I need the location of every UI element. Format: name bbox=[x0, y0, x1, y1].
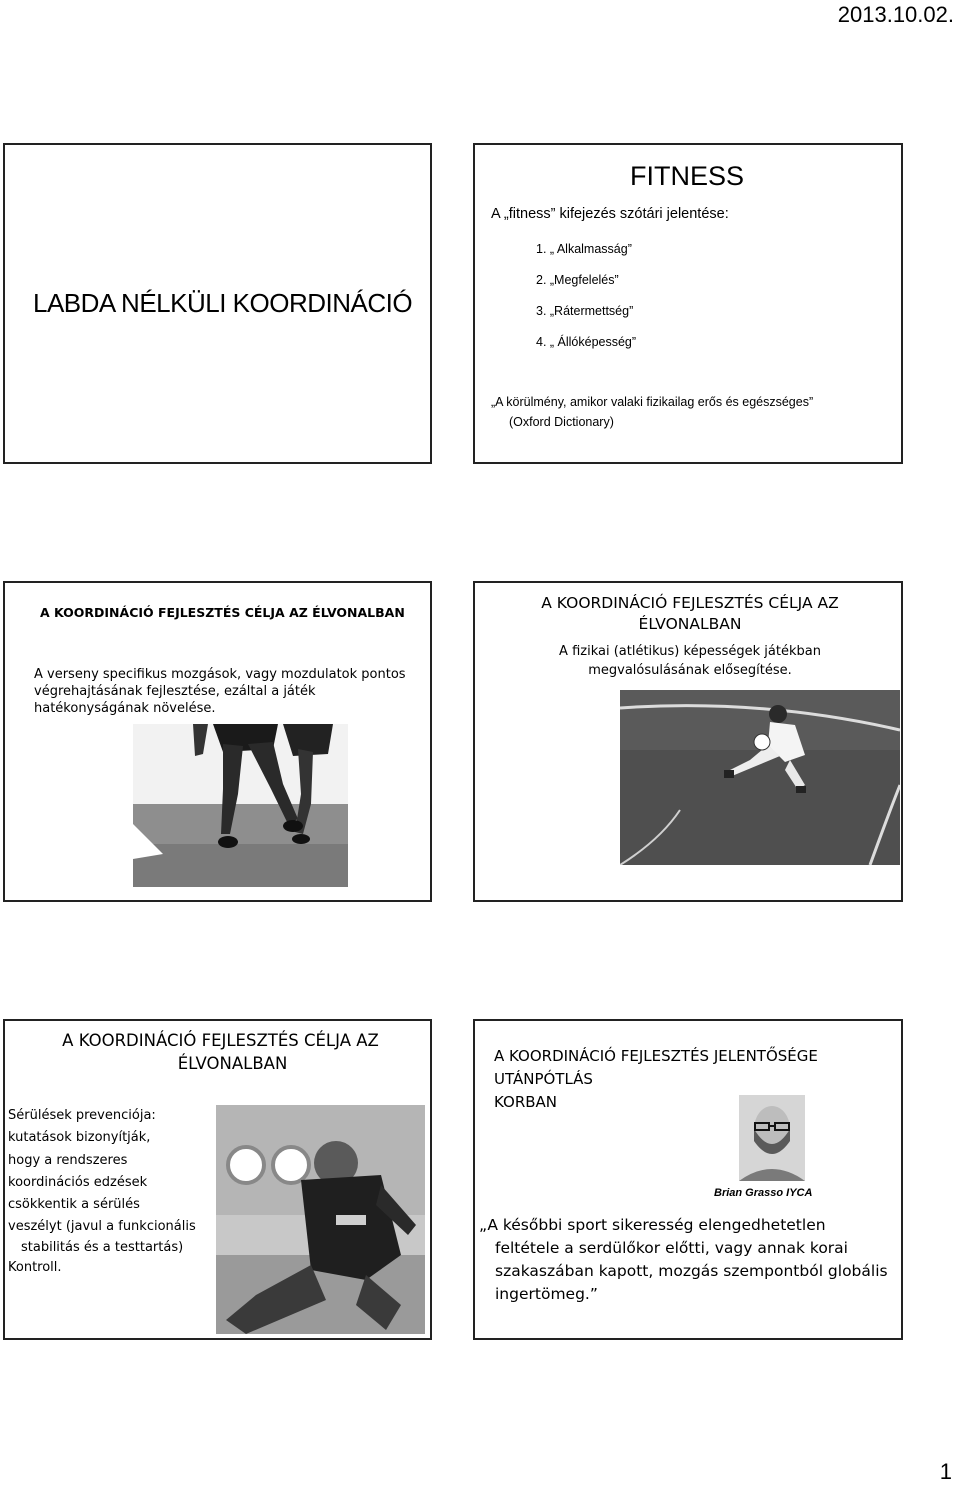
slide-body bbox=[475, 642, 903, 680]
title-line: ÉLVONALBAN bbox=[177, 1054, 288, 1073]
quote-line: szakaszában kapott, mozgás szempontból globális bbox=[495, 1262, 888, 1280]
slide-3 bbox=[3, 581, 432, 902]
list-item: 2. „Megfelelés” bbox=[536, 273, 619, 287]
body-line: Kontroll. bbox=[8, 1259, 62, 1275]
slide-4 bbox=[473, 581, 903, 902]
list-item: 4. „ Állóképesség” bbox=[536, 335, 637, 349]
football-player-kick-photo bbox=[620, 690, 900, 865]
title-line: A KOORDINÁCIÓ FEJLESZTÉS CÉLJA AZ bbox=[541, 594, 839, 612]
title-line: UTÁNPÓTLÁS bbox=[494, 1070, 593, 1088]
portrait-photo bbox=[739, 1095, 805, 1181]
injured-player-photo bbox=[216, 1105, 425, 1334]
body-line: koordinációs edzések bbox=[8, 1174, 148, 1190]
intro-text: A „fitness” kifejezés szótári jelentése: bbox=[491, 206, 729, 222]
title-line: A KOORDINÁCIÓ FEJLESZTÉS CÉLJA AZ bbox=[62, 1031, 379, 1050]
quote-line: feltétele a serdülőkor előtti, vagy annak korai bbox=[495, 1239, 848, 1257]
body-line: kutatások bizonyítják, bbox=[8, 1130, 151, 1146]
slide-quote bbox=[479, 1214, 888, 1306]
slide-title: LABDA NÉLKÜLI KOORDINÁCIÓ bbox=[33, 288, 413, 318]
body-line: csökkentik a sérülés bbox=[8, 1197, 140, 1213]
slide-title bbox=[475, 593, 903, 635]
title-line: A KOORDINÁCIÓ FEJLESZTÉS JELENTŐSÉGE bbox=[494, 1047, 818, 1065]
slide-5 bbox=[3, 1019, 432, 1340]
list-item: 1. „ Alkalmasság” bbox=[536, 242, 632, 256]
body-line: stabilitás és a testtartás) bbox=[21, 1239, 184, 1255]
slide-body bbox=[8, 1105, 196, 1279]
slide-body: A verseny specifikus mozgások, vagy mozdulatok pontos végrehajtásának fejlesztése, ezáltal a játék hatékonyságának növelése. bbox=[34, 667, 406, 716]
slide-1 bbox=[3, 143, 432, 464]
quote-line: ingertömeg.” bbox=[495, 1285, 598, 1303]
page-number: 1 bbox=[939, 1459, 952, 1484]
body-line: Sérülések prevenciója: bbox=[8, 1108, 156, 1123]
slide-title bbox=[5, 1029, 432, 1075]
definition-source: (Oxford Dictionary) bbox=[509, 415, 614, 429]
slide-2 bbox=[473, 143, 903, 464]
definition-quote: „A körülmény, amikor valaki fizikailag erős és egészséges” bbox=[491, 395, 814, 409]
body-line: megvalósulásának elősegítése. bbox=[588, 663, 792, 678]
slide-title: FITNESS bbox=[630, 161, 745, 191]
football-players-legs-photo bbox=[133, 724, 348, 887]
body-line: veszélyt (javul a funkcionális bbox=[8, 1219, 196, 1235]
quote-line: „A későbbi sport sikeresség elengedhetetlen bbox=[479, 1216, 826, 1234]
title-line: ÉLVONALBAN bbox=[638, 615, 742, 633]
photo-caption: Brian Grasso IYCA bbox=[714, 1187, 813, 1199]
header-date: 2013.10.02. bbox=[837, 2, 954, 27]
title-line: KORBAN bbox=[494, 1093, 558, 1111]
body-line: hogy a rendszeres bbox=[8, 1152, 128, 1168]
body-line: A fizikai (atlétikus) képességek játékban bbox=[559, 644, 821, 659]
slide-title: A KOORDINÁCIÓ FEJLESZTÉS CÉLJA AZ ÉLVONALBAN bbox=[40, 605, 405, 620]
list-item: 3. „Rátermettség” bbox=[536, 304, 634, 318]
meaning-list bbox=[536, 242, 636, 366]
slide-6 bbox=[473, 1019, 903, 1340]
